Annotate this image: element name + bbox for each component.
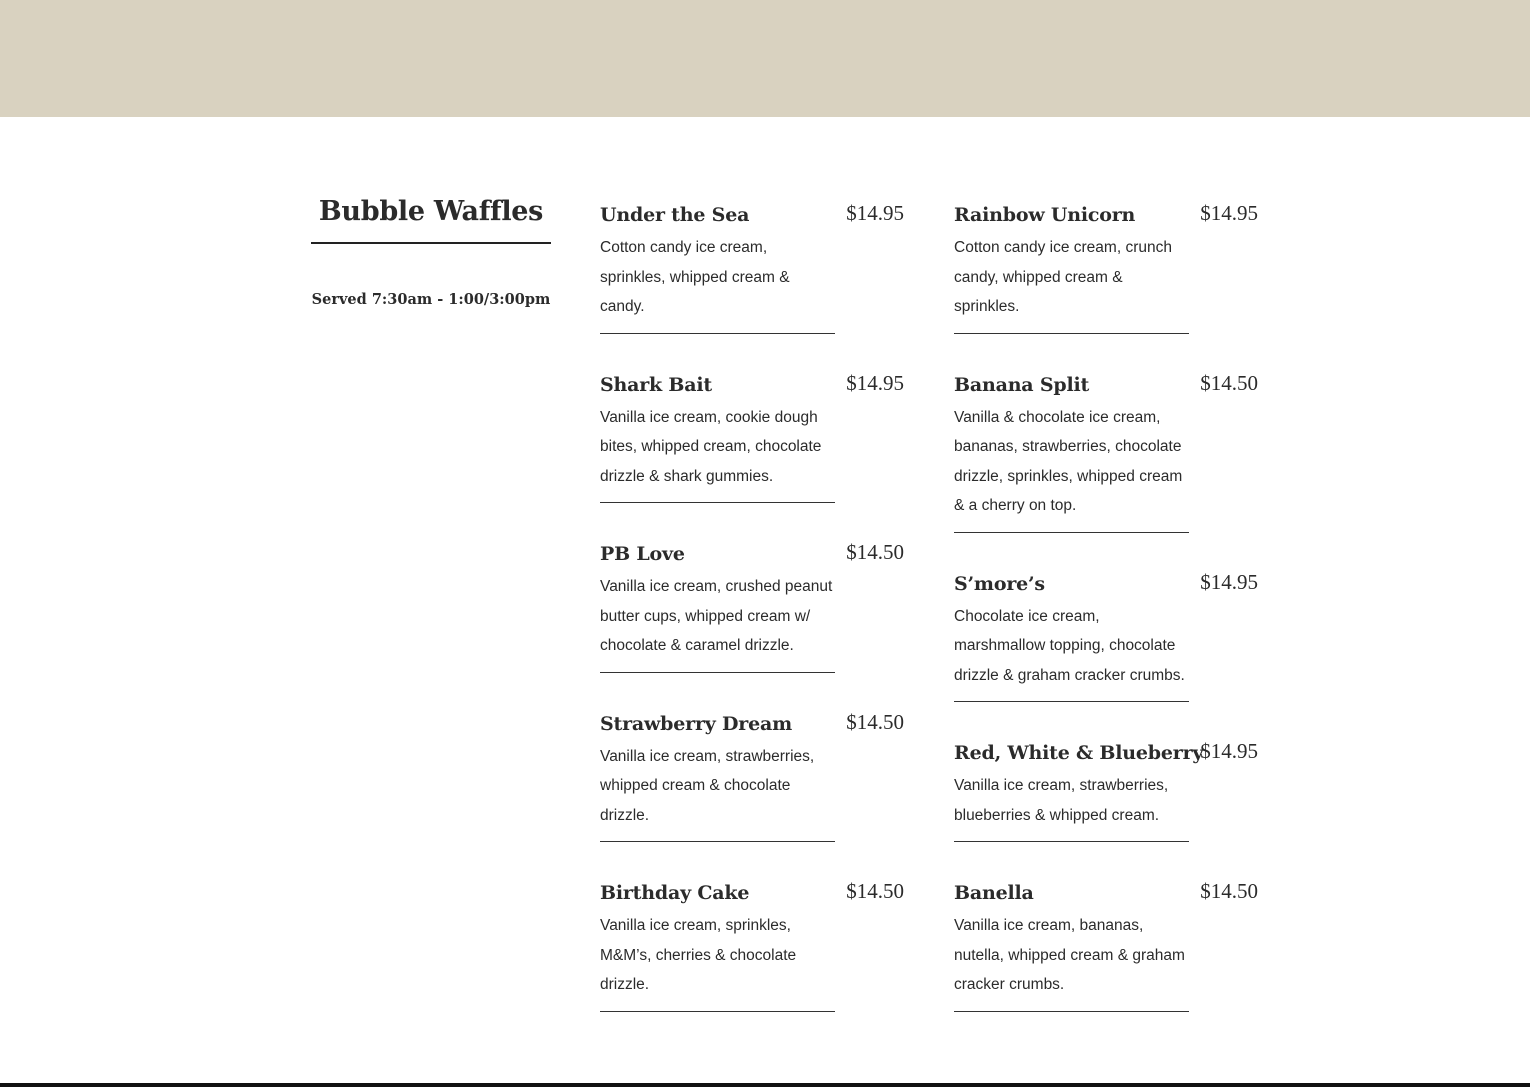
menu-item-name: Rainbow Unicorn xyxy=(954,204,1136,226)
menu-item-name: PB Love xyxy=(600,543,685,565)
menu-column-right xyxy=(954,197,1258,1045)
menu-item xyxy=(954,197,1258,334)
header-banner xyxy=(0,0,1530,117)
menu-item xyxy=(600,197,904,334)
section-title: Bubble Waffles xyxy=(318,196,544,227)
menu-item xyxy=(954,735,1258,842)
menu-item-price: $14.50 xyxy=(1200,370,1258,395)
menu-item-description: Cotton candy ice cream, crunch candy, whipped cream & sprinkles. xyxy=(954,239,1172,315)
menu-item-price: $14.95 xyxy=(1200,569,1258,594)
menu-item-description: Vanilla ice cream, cookie dough bites, whipped cream, chocolate drizzle & shark gummies. xyxy=(600,408,822,485)
menu-item-divider xyxy=(954,1011,1189,1012)
menu-item-name: Banella xyxy=(954,882,1034,904)
menu-item-name: S’more’s xyxy=(954,572,1045,595)
menu-item xyxy=(600,875,904,1012)
menu-item-description: Vanilla ice cream, crushed peanut butter cups, whipped cream w/ chocolate & caramel drizzle. xyxy=(600,578,833,654)
menu-item-name: Shark Bait xyxy=(600,373,713,396)
menu-item-name: Red, White & Blueberry xyxy=(954,742,1204,764)
menu-item-price: $14.95 xyxy=(846,370,904,395)
menu-item-name: Birthday Cake xyxy=(600,882,750,904)
menu-item-price: $14.95 xyxy=(1200,739,1258,763)
menu-item-divider xyxy=(954,701,1189,702)
menu-item-price: $14.50 xyxy=(846,540,904,564)
menu-item-name: Banana Split xyxy=(954,373,1090,396)
menu-item-price: $14.95 xyxy=(1200,201,1258,225)
menu-item-description: Chocolate ice cream, marshmallow topping, chocolate drizzle & graham cracker crumbs. xyxy=(954,607,1185,684)
menu-item-price: $14.50 xyxy=(1200,879,1258,903)
menu-item-description: Cotton candy ice cream, sprinkles, whipped cream & candy. xyxy=(600,239,790,315)
menu-item xyxy=(954,875,1258,1012)
menu-item-name: Strawberry Dream xyxy=(600,712,793,735)
section-title-underline xyxy=(311,242,551,244)
menu-item-divider xyxy=(600,672,835,673)
menu-item-description: Vanilla ice cream, strawberries, whipped cream & chocolate drizzle. xyxy=(600,747,815,824)
menu-item-divider xyxy=(954,333,1189,334)
menu-item xyxy=(600,706,904,843)
menu-item-price: $14.50 xyxy=(846,709,904,734)
menu-item-name: Under the Sea xyxy=(600,204,750,226)
menu-item-divider xyxy=(954,532,1189,533)
section-hours: Served 7:30am - 1:00/3:00pm xyxy=(311,291,551,308)
section-header xyxy=(311,191,551,311)
menu-item-price: $14.95 xyxy=(846,201,904,225)
menu-item-description: Vanilla ice cream, strawberries, blueberries & whipped cream. xyxy=(954,777,1169,824)
menu-column-left xyxy=(600,197,904,1045)
menu-item-price: $14.50 xyxy=(846,879,904,903)
menu-item-divider xyxy=(600,841,835,842)
menu-item xyxy=(954,566,1258,703)
footer-border xyxy=(0,1083,1530,1087)
menu-item-divider xyxy=(600,333,835,334)
menu-item-description: Vanilla ice cream, bananas, nutella, whipped cream & graham cracker crumbs. xyxy=(954,917,1185,993)
menu-item-description: Vanilla ice cream, sprinkles, M&M’s, cherries & chocolate drizzle. xyxy=(600,917,797,993)
menu-item-divider xyxy=(600,502,835,503)
menu-item-divider xyxy=(954,841,1189,842)
menu-item-divider xyxy=(600,1011,835,1012)
menu-item-description: Vanilla & chocolate ice cream, bananas, strawberries, chocolate drizzle, sprinkles, whipped cream & a cherry on top. xyxy=(954,408,1183,514)
menu-item xyxy=(600,536,904,673)
menu-item xyxy=(954,367,1258,533)
menu-item xyxy=(600,367,904,504)
